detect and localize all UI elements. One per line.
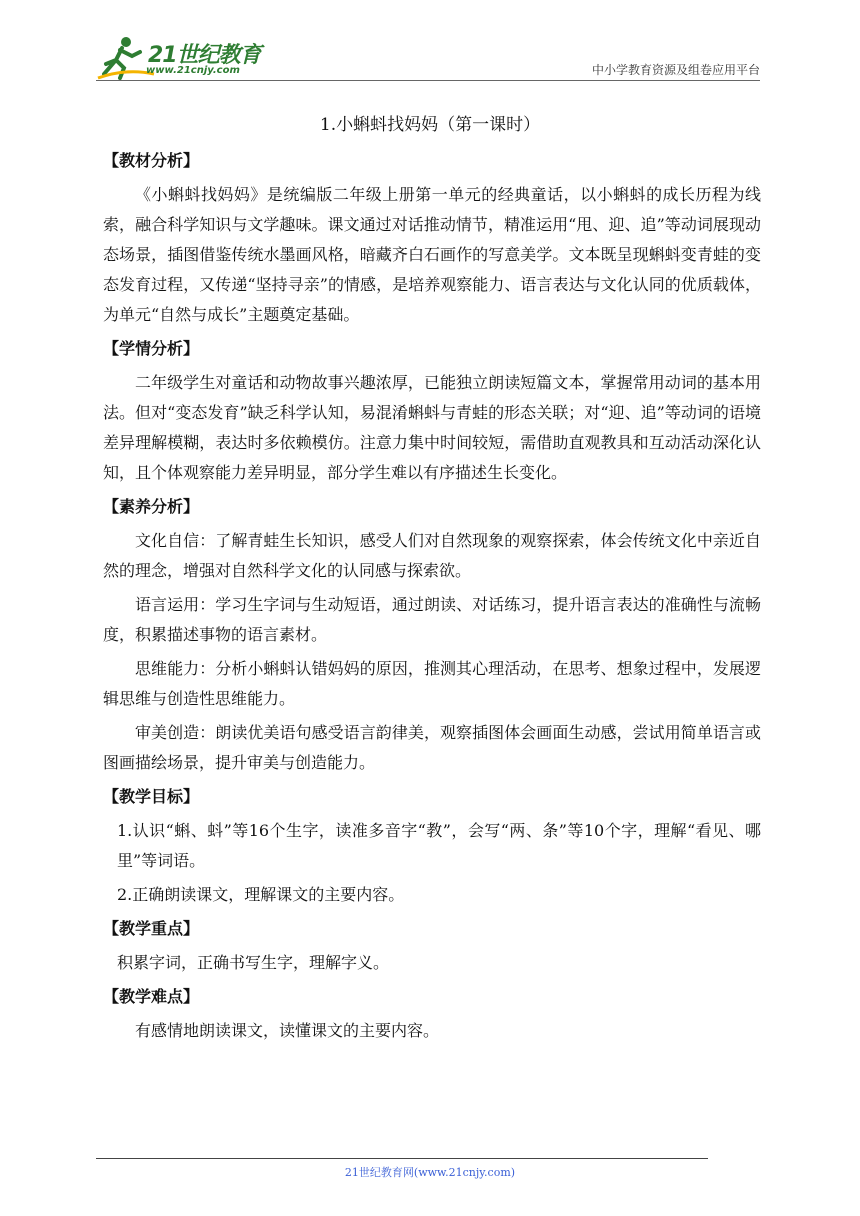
section-heading-literacy: 【素养分析】 [103, 497, 200, 516]
section-heading-difficulties: 【教学难点】 [103, 987, 200, 1006]
logo [96, 34, 266, 80]
logo-text: 21世纪教育 [148, 43, 261, 68]
section-heading-key-points: 【教学重点】 [103, 919, 200, 938]
footer-divider [96, 1158, 708, 1159]
literacy-item-thinking: 思维能力：分析小蝌蚪认错妈妈的原因，推测其心理活动，在思考、想象过程中，发展逻辑思维与创造性思维能力。 [103, 659, 761, 708]
objective-item-1: 1.认识“蝌、蚪”等16个生字，读准多音字“教”，会写“两、条”等10个字，理解“看见、哪里”等词语。 [117, 821, 761, 870]
section-heading-students: 【学情分析】 [103, 339, 200, 358]
section-heading-analysis: 【教材分析】 [103, 151, 200, 170]
analysis-paragraph: 《小蝌蚪找妈妈》是统编版二年级上册第一单元的经典童话，以小蝌蚪的成长历程为线索，融合科学知识与文学趣味。课文通过对话推动情节，精准运用“甩、迎、追”等动词展现动态场景，插图借鉴传统水墨画风格，暗藏齐白石画作的写意美学。文本既呈现蝌蚪变青蛙的变态发育过程，又传递“坚持寻亲”的情感，是培养观察能力、语言表达与文化认同的优质载体，为单元“自然与成长”主题奠定基础。 [103, 185, 761, 324]
footer-link[interactable]: 21世纪教育网(www.21cnjy.com) [344, 1166, 516, 1179]
key-points-text: 积累字词，正确书写生字，理解字义。 [117, 953, 390, 972]
platform-name: 中小学教育资源及组卷应用平台 [591, 63, 760, 77]
document-title: 1.小蝌蚪找妈妈（第一课时） [319, 115, 541, 135]
literacy-item-culture: 文化自信：了解青蛙生长知识，感受人们对自然现象的观察探索，体会传统文化中亲近自然的理念，增强对自然科学文化的认同感与探索欲。 [103, 531, 761, 580]
header-divider [96, 80, 760, 81]
literacy-item-language: 语言运用：学习生字词与生动短语，通过朗读、对话练习，提升语言表达的准确性与流畅度，积累描述事物的语言素材。 [103, 595, 761, 644]
literacy-item-aesthetics: 审美创造：朗读优美语句感受语言韵律美，观察插图体会画面生动感，尝试用简单语言或图画描绘场景，提升审美与创造能力。 [103, 723, 761, 772]
students-paragraph: 二年级学生对童话和动物故事兴趣浓厚，已能独立朗读短篇文本，掌握常用动词的基本用法。但对“变态发育”缺乏科学认知，易混淆蝌蚪与青蛙的形态关联；对“迎、追”等动词的语境差异理解模糊，表达时多依赖模仿。注意力集中时间较短，需借助直观教具和互动活动深化认知，且个体观察能力差异明显，部分学生难以有序描述生长变化。 [103, 373, 761, 482]
section-heading-objectives: 【教学目标】 [103, 787, 200, 806]
logo-url: www.21cnjy.com [146, 65, 240, 76]
page-header [96, 34, 760, 80]
objective-item-2: 2.正确朗读课文，理解课文的主要内容。 [117, 885, 405, 904]
document-body [103, 146, 761, 1050]
difficulties-text: 有感情地朗读课文，读懂课文的主要内容。 [135, 1021, 440, 1040]
